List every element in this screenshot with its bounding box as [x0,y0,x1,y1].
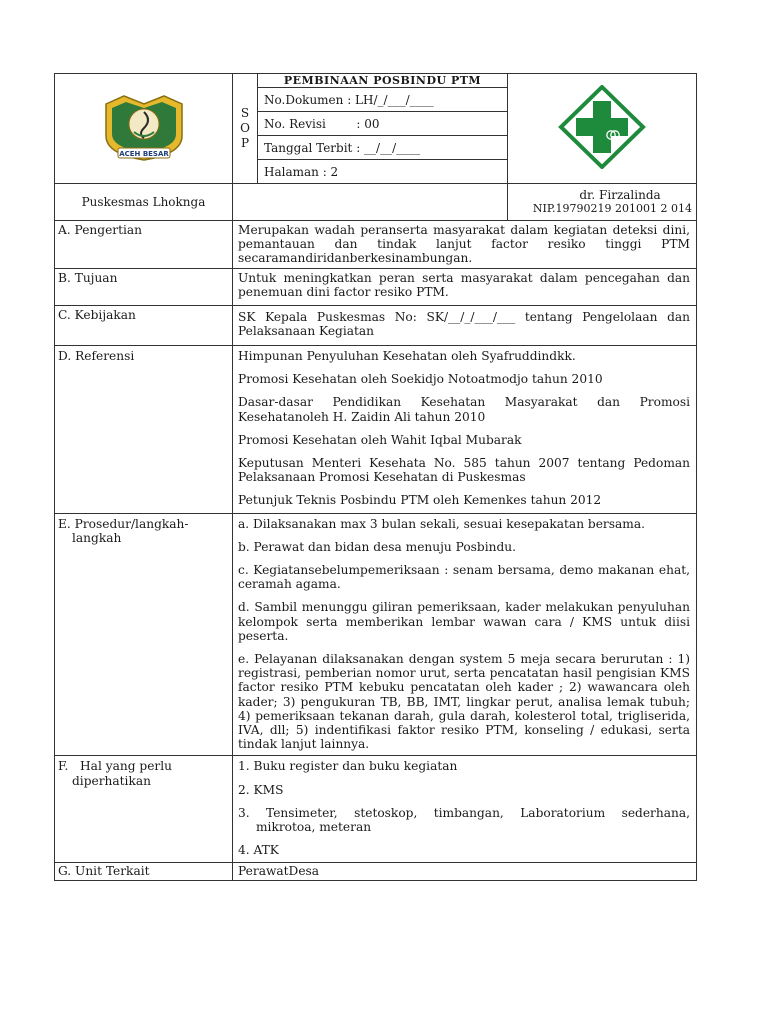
referensi-item: Promosi Kesehatan oleh Wahit Iqbal Mubarak [238,432,522,447]
section-tujuan [55,269,697,306]
sop-content-table [54,220,697,881]
section-label: A. Pengertian [55,221,233,269]
section-unit-terkait [55,863,697,880]
section-label: C. Kebijakan [55,306,233,346]
prosedur-item: d. Sambil menunggu giliran pemeriksaan, kader melakukan penyuluhan kelompok serta memberikan lembar wawan cara / KMS untuk diisi peserta. [238,600,690,643]
sop-document [54,73,696,881]
prosedur-item: c. Kegiatansebelumpemeriksaan : senam bersama, demo makanan ehat, ceramah agama. [238,563,690,592]
referensi-item: Promosi Kesehatan oleh Soekidjo Notoatmodjo tahun 2010 [238,372,603,387]
puskesmas-name: Puskesmas Lhoknga [55,184,233,221]
section-label [55,513,233,756]
sop-header [54,73,697,221]
aceh-besar-logo [100,88,188,166]
hal-perlu-item: 3. Tensimeter, stetoskop, timbangan, Laboratorium sederhana, mikrotoa, meteran [238,805,690,835]
section-kebijakan [55,306,697,346]
prosedur-item: a. Dilaksanakan max 3 bulan sekali, sesuai kesepakatan bersama. [238,516,645,531]
signer-name: dr. Firzalinda [579,188,661,202]
prosedur-item: b. Perawat dan bidan desa menuju Posbindu. [238,539,517,554]
section-label-line: E. Prosedur/langkah- [58,516,189,531]
section-label: G. Unit Terkait [55,863,233,880]
referensi-item: Dasar-dasar Pendidikan Kesehatan Masyarakat dan Promosi Kesehatanoleh H. Zaidin Ali tahun 2010 [238,395,690,424]
signer-nip: NIP.19790219 201001 2 014 [532,202,692,215]
section-text: SK Kepala Puskesmas No: SK/__/_/___/___ tentang Pengelolaan dan Pelaksanaan Kegiatan [233,306,697,346]
section-referensi [55,346,697,514]
tanggal-terbit: Tanggal Terbit : __/__/____ [258,136,508,160]
prosedur-item: e. Pelayanan dilaksanakan dengan system 5 meja secara berurutan : 1) registrasi, pemberian nomor urut, serta pencatatan hasil pengisian KMS factor resiko PTM kebuku pencatatan oleh kader ; 2) wawancara oleh kader; 3) pengukuran TB, BB, IMT, lingkar perut, analisa lemak tubuh; 4) pemeriksaan tekanan darah, gula darah, kolesterol total, trigliserida, IVA, dll; 5) indentifikasi faktor resiko PTM, konseling / edukasi, serta tindak lanjut lainnya. [238,652,690,752]
puskesmas-cross-icon [557,85,647,169]
logo-banner-text: ACEH BESAR [118,149,169,158]
hal-perlu-item: 1. Buku register dan buku kegiatan [238,759,458,774]
section-hal-perlu [55,756,697,863]
section-label-line: langkah [72,530,122,545]
sop-letter-s: S [240,106,250,120]
document-title: PEMBINAAN POSBINDU PTM [258,74,508,88]
hal-perlu-list [233,756,697,863]
no-revisi: No. Revisi : 00 [258,112,508,136]
hal-perlu-item: 2. KMS [238,782,284,797]
sop-label [233,74,258,184]
referensi-item: Himpunan Penyuluhan Kesehatan oleh Syafruddindkk. [238,349,576,363]
no-dokumen: No.Dokumen : LH/_/___/____ [258,88,508,112]
section-text: PerawatDesa [233,863,697,880]
hal-perlu-item: 4. ATK [238,843,279,858]
halaman: Halaman : 2 [258,160,508,184]
prosedur-list [233,513,697,756]
section-label-line: F. Hal yang perlu [58,759,172,774]
header-blank-cell [233,184,508,221]
section-label: D. Referensi [55,346,233,514]
section-label: B. Tujuan [55,269,233,306]
section-text: Merupakan wadah peranserta masyarakat dalam kegiatan deteksi dini, pemantauan dan tindak lanjut factor resiko tinggi PTM secaramandiridanberkesinambungan. [233,221,697,269]
health-cross-cell [508,74,697,184]
section-text: Untuk meningkatkan peran serta masyarakat dalam pencegahan dan penemuan dini factor resiko PTM. [233,269,697,306]
section-label-line: diperhatikan [72,773,151,788]
referensi-item: Petunjuk Teknis Posbindu PTM oleh Kemenkes tahun 2012 [238,493,602,508]
section-prosedur [55,513,697,756]
district-logo-cell [55,74,233,184]
sop-letter-o: O [240,121,250,135]
section-pengertian [55,221,697,269]
sop-letter-p: P [240,136,250,150]
signature-block [508,184,697,221]
referensi-item: Keputusan Menteri Kesehata No. 585 tahun 2007 tentang Pedoman Pelaksanaan Promosi Kesehatan di Puskesmas [238,456,690,485]
referensi-list [233,346,697,514]
section-label [55,756,233,863]
